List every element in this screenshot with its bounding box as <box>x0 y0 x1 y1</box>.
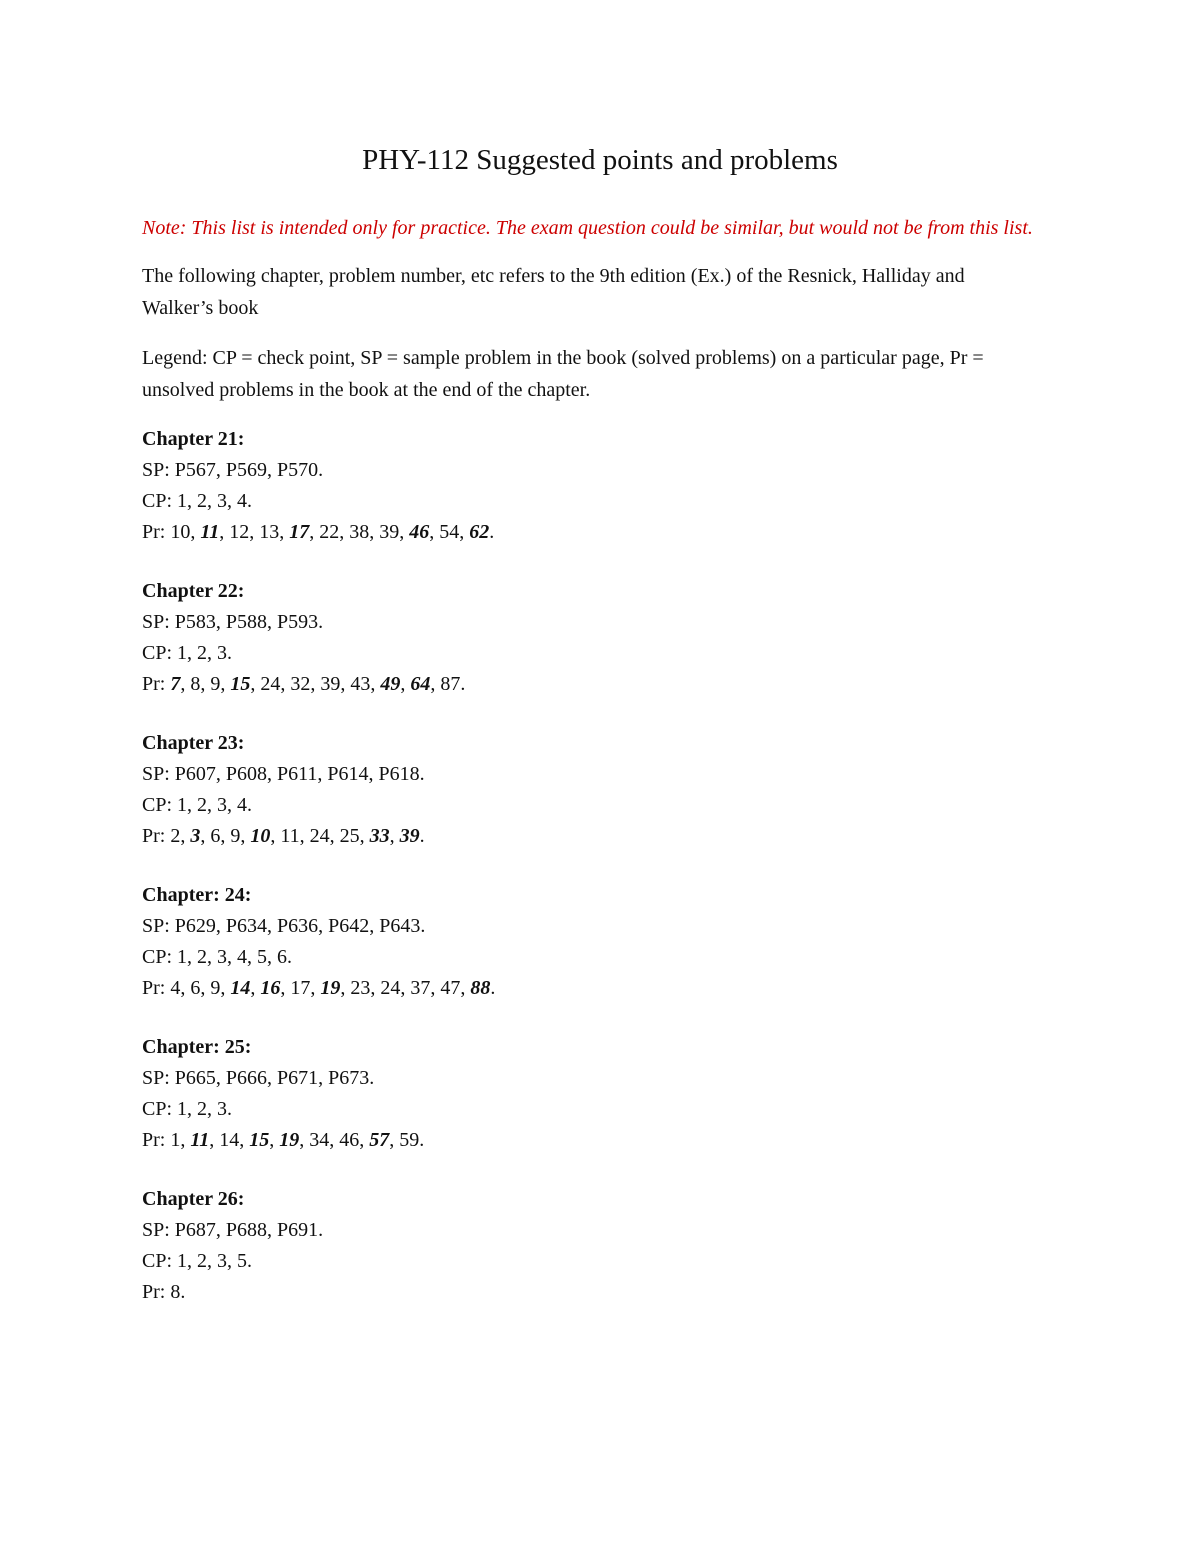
check-points-line: CP: 1, 2, 3, 5. <box>142 1250 253 1272</box>
problem-number: 15 <box>230 673 251 695</box>
problem-number: 14 <box>219 1129 240 1151</box>
legend-paragraph: Legend: CP = check point, SP = sample problem in the book (solved problems) on a particular page, Pr = unsolved problems in the book at the end of the chapter. <box>142 347 984 401</box>
problem-number: 11 <box>280 825 300 847</box>
problem-number: 13 <box>259 521 280 543</box>
chapter-heading: Chapter 23: <box>142 732 245 754</box>
problem-number: 9 <box>230 825 241 847</box>
problem-number: 49 <box>380 673 401 695</box>
problem-number: 17 <box>289 521 310 543</box>
sample-problems-line: SP: P665, P666, P671, P673. <box>142 1067 375 1089</box>
problem-number: 54 <box>439 521 460 543</box>
problem-number: 16 <box>260 977 281 999</box>
chapter-block <box>142 1184 1040 1308</box>
problem-number: 4 <box>170 977 181 999</box>
check-points-line: CP: 1, 2, 3, 4, 5, 6. <box>142 946 293 968</box>
practice-note: Note: This list is intended only for practice. The exam question could be similar, but would not be from this list. <box>142 217 1033 239</box>
check-points-line: CP: 1, 2, 3. <box>142 642 233 664</box>
problems-line: Pr: 8. <box>142 1281 186 1303</box>
sample-problems-line: SP: P567, P569, P570. <box>142 459 324 481</box>
problem-number: 46 <box>409 521 430 543</box>
problem-number: 24 <box>260 673 281 695</box>
problem-number: 39 <box>379 521 400 543</box>
check-points-line: CP: 1, 2, 3. <box>142 1098 233 1120</box>
intro-paragraph: The following chapter, problem number, etc refers to the 9th edition (Ex.) of the Resnick, Halliday and Walker’s book <box>142 265 965 319</box>
problem-number: 8 <box>170 1281 181 1303</box>
chapter-block <box>142 1032 1040 1156</box>
problem-number: 6 <box>190 977 201 999</box>
problem-number: 14 <box>230 977 251 999</box>
problems-line: Pr: 2, 3, 6, 9, 10, 11, 24, 25, 33, 39. <box>142 825 425 847</box>
problem-number: 15 <box>249 1129 270 1151</box>
problem-number: 22 <box>319 521 340 543</box>
problem-number: 88 <box>470 977 491 999</box>
problem-number: 34 <box>309 1129 330 1151</box>
problems-line: Pr: 1, 11, 14, 15, 19, 34, 46, 57, 59. <box>142 1129 425 1151</box>
problem-number: 24 <box>380 977 401 999</box>
sample-problems-line: SP: P607, P608, P611, P614, P618. <box>142 763 425 785</box>
problem-number: 24 <box>309 825 330 847</box>
problem-number: 8 <box>190 673 201 695</box>
chapters-list <box>142 424 1040 1308</box>
chapter-heading: Chapter: 25: <box>142 1036 252 1058</box>
chapter-heading: Chapter 26: <box>142 1188 245 1210</box>
problem-number: 1 <box>170 1129 181 1151</box>
problem-number: 62 <box>469 521 490 543</box>
problem-number: 19 <box>320 977 341 999</box>
check-points-line: CP: 1, 2, 3, 4. <box>142 794 253 816</box>
problem-number: 11 <box>190 1129 210 1151</box>
chapter-block <box>142 424 1040 548</box>
problem-number: 32 <box>290 673 311 695</box>
problem-number: 9 <box>210 977 221 999</box>
chapter-block <box>142 728 1040 852</box>
chapter-heading: Chapter: 24: <box>142 884 252 906</box>
chapter-block <box>142 880 1040 1004</box>
chapter-block <box>142 576 1040 700</box>
sample-problems-line: SP: P629, P634, P636, P642, P643. <box>142 915 426 937</box>
problem-number: 11 <box>200 521 220 543</box>
problem-number: 33 <box>369 825 390 847</box>
problem-number: 19 <box>279 1129 300 1151</box>
problem-number: 37 <box>410 977 431 999</box>
problem-number: 39 <box>320 673 341 695</box>
problem-number: 23 <box>350 977 371 999</box>
problem-number: 38 <box>349 521 370 543</box>
problem-number: 17 <box>290 977 311 999</box>
problem-number: 7 <box>170 673 181 695</box>
problem-number: 46 <box>339 1129 360 1151</box>
problem-number: 12 <box>229 521 250 543</box>
problem-number: 47 <box>440 977 461 999</box>
sample-problems-line: SP: P583, P588, P593. <box>142 611 324 633</box>
problem-number: 59 <box>399 1129 420 1151</box>
problem-number: 57 <box>369 1129 390 1151</box>
problem-number: 2 <box>170 825 181 847</box>
sample-problems-line: SP: P687, P688, P691. <box>142 1219 324 1241</box>
problem-number: 9 <box>210 673 221 695</box>
problem-number: 6 <box>210 825 221 847</box>
problems-line: Pr: 4, 6, 9, 14, 16, 17, 19, 23, 24, 37, 47, 88. <box>142 977 496 999</box>
problem-number: 10 <box>250 825 271 847</box>
problem-number: 87 <box>440 673 461 695</box>
page-title: PHY-112 Suggested points and problems <box>362 144 838 176</box>
problem-number: 25 <box>339 825 360 847</box>
problems-line: Pr: 10, 11, 12, 13, 17, 22, 38, 39, 46, 54, 62. <box>142 521 495 543</box>
chapter-heading: Chapter 21: <box>142 428 245 450</box>
problems-line: Pr: 7, 8, 9, 15, 24, 32, 39, 43, 49, 64, 87. <box>142 673 466 695</box>
problem-number: 39 <box>399 825 420 847</box>
chapter-heading: Chapter 22: <box>142 580 245 602</box>
problem-number: 3 <box>190 825 201 847</box>
problem-number: 10 <box>170 521 191 543</box>
problem-number: 43 <box>350 673 371 695</box>
check-points-line: CP: 1, 2, 3, 4. <box>142 490 253 512</box>
problem-number: 64 <box>410 673 431 695</box>
